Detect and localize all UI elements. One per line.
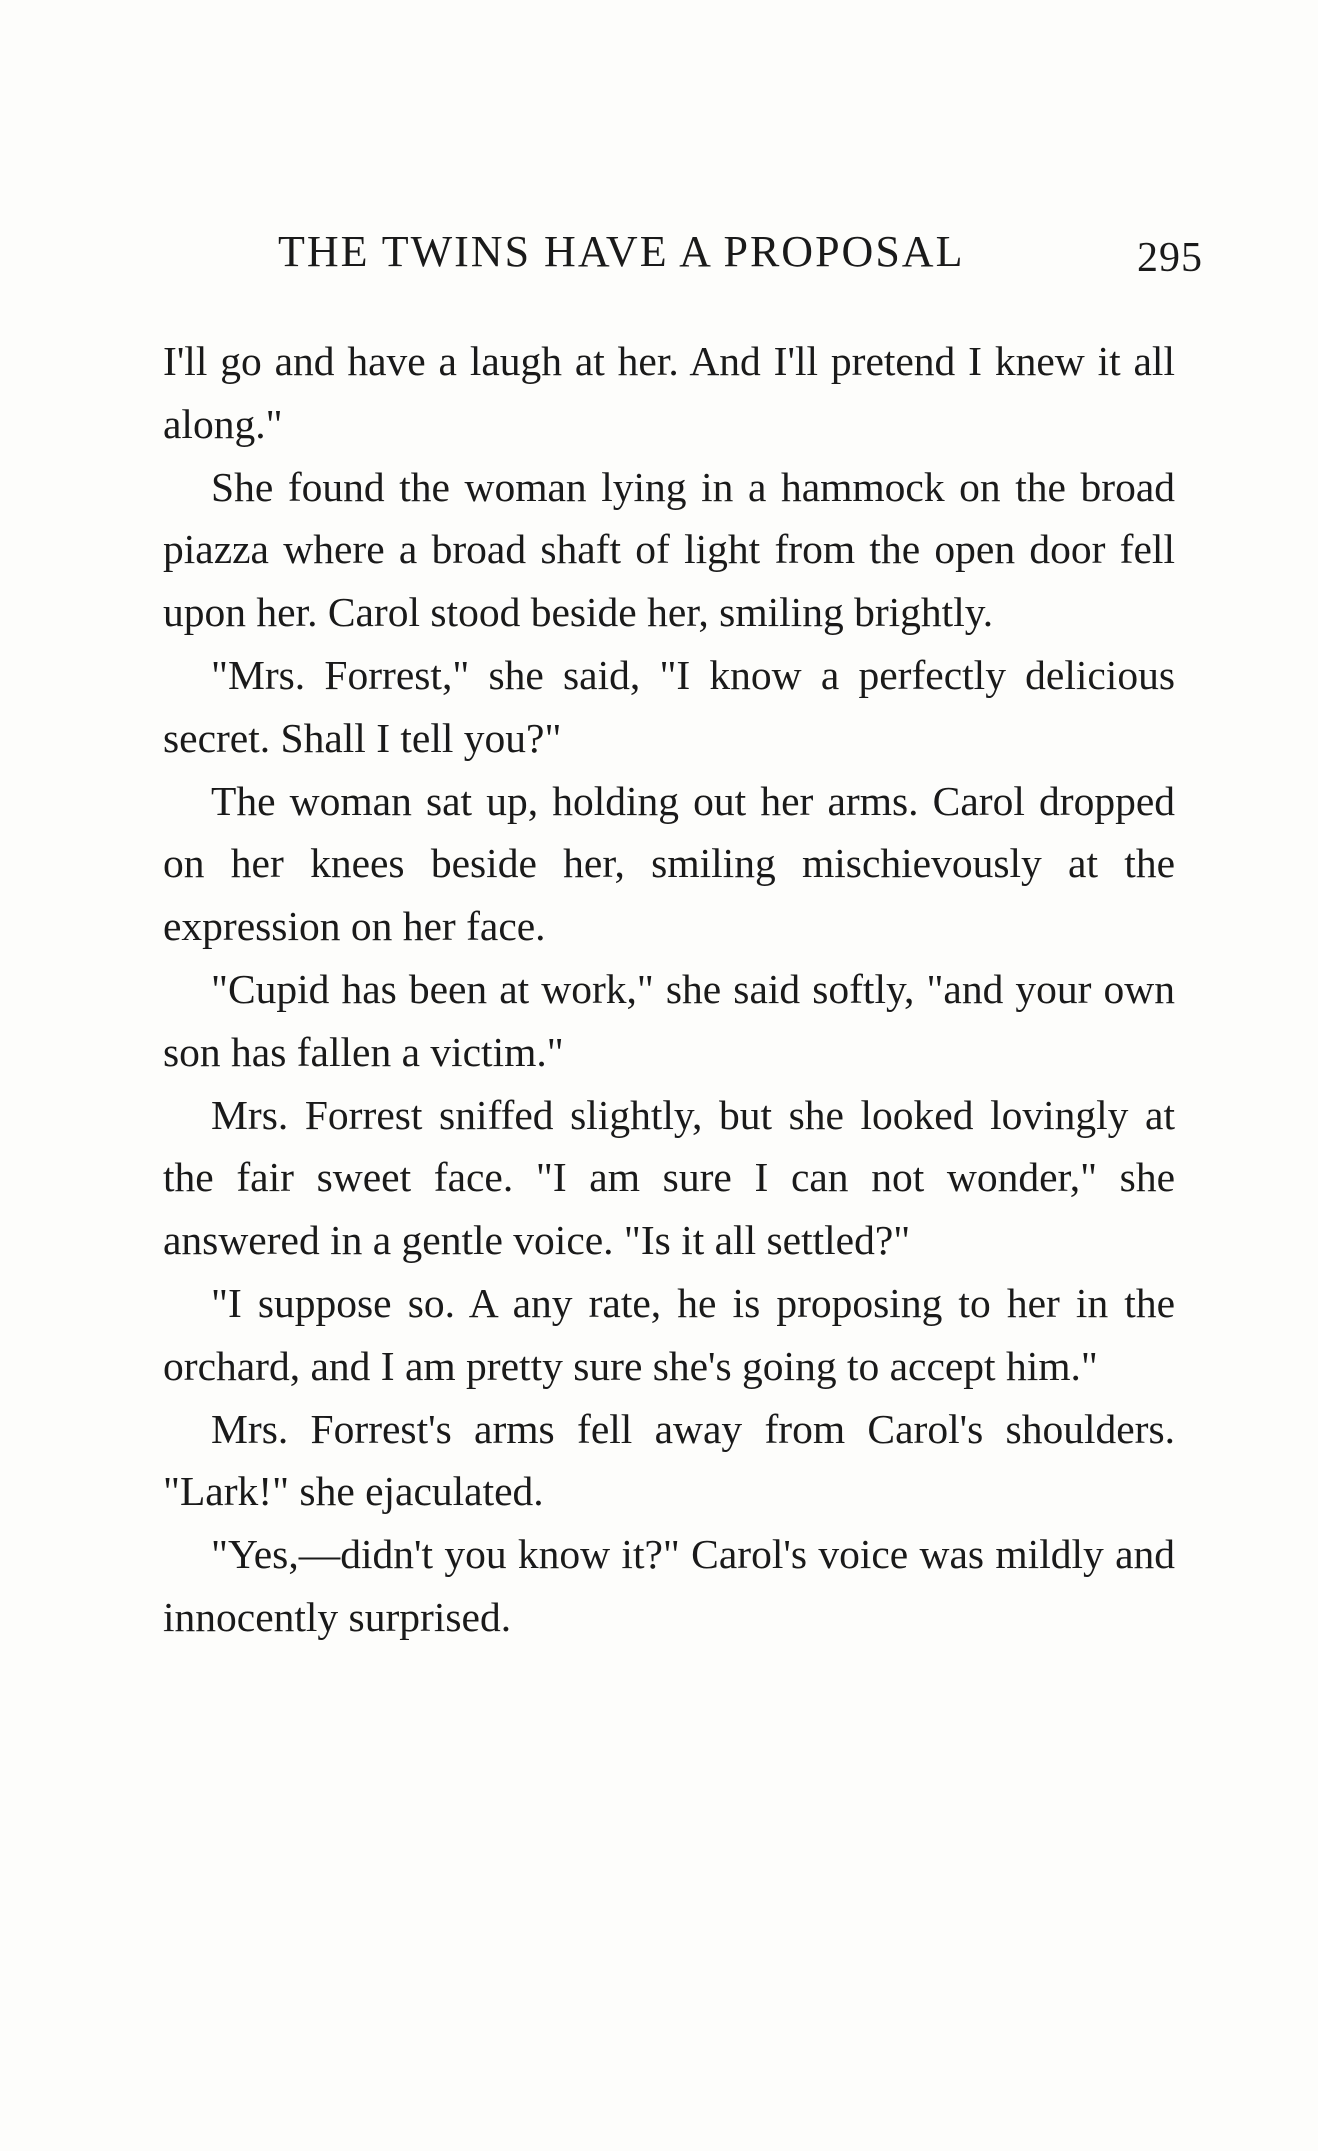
running-head xyxy=(278,222,1203,282)
paragraph: The woman sat up, holding out her arms. Carol dropped on her knees beside her, smiling mischievously at the expression on her face. xyxy=(163,777,1175,950)
paragraph: She found the woman lying in a hammock on the broad piazza where a broad shaft of light from the open door fell upon her. Carol stood beside her, smiling brightly. xyxy=(163,463,1175,636)
paragraph: "Mrs. Forrest," she said, "I know a perfectly delicious secret. Shall I tell you?" xyxy=(163,651,1175,761)
page-number: 295 xyxy=(1137,235,1203,281)
paragraph: "Yes,—didn't you know it?" Carol's voice was mildly and innocently surprised. xyxy=(163,1531,1175,1640)
paragraph: "I suppose so. A any rate, he is proposing to her in the orchard, and I am pretty sure she's going to accept him." xyxy=(163,1279,1175,1389)
paragraph-continued: I'll go and have a laugh at her. And I'll pretend I knew it all along." xyxy=(163,338,1175,447)
paragraph: Mrs. Forrest sniffed slightly, but she looked lovingly at the fair sweet face. "I am sure I can not wonder," she answered in a gentle voice. "Is it all settled?" xyxy=(163,1091,1175,1264)
body-text xyxy=(163,330,1175,1649)
paragraph: "Cupid has been at work," she said softly, "and your own son has fallen a victim." xyxy=(163,965,1175,1075)
paragraph: Mrs. Forrest's arms fell away from Carol's shoulders. "Lark!" she ejaculated. xyxy=(163,1405,1175,1515)
running-title: THE TWINS HAVE A PROPOSAL xyxy=(278,227,965,276)
